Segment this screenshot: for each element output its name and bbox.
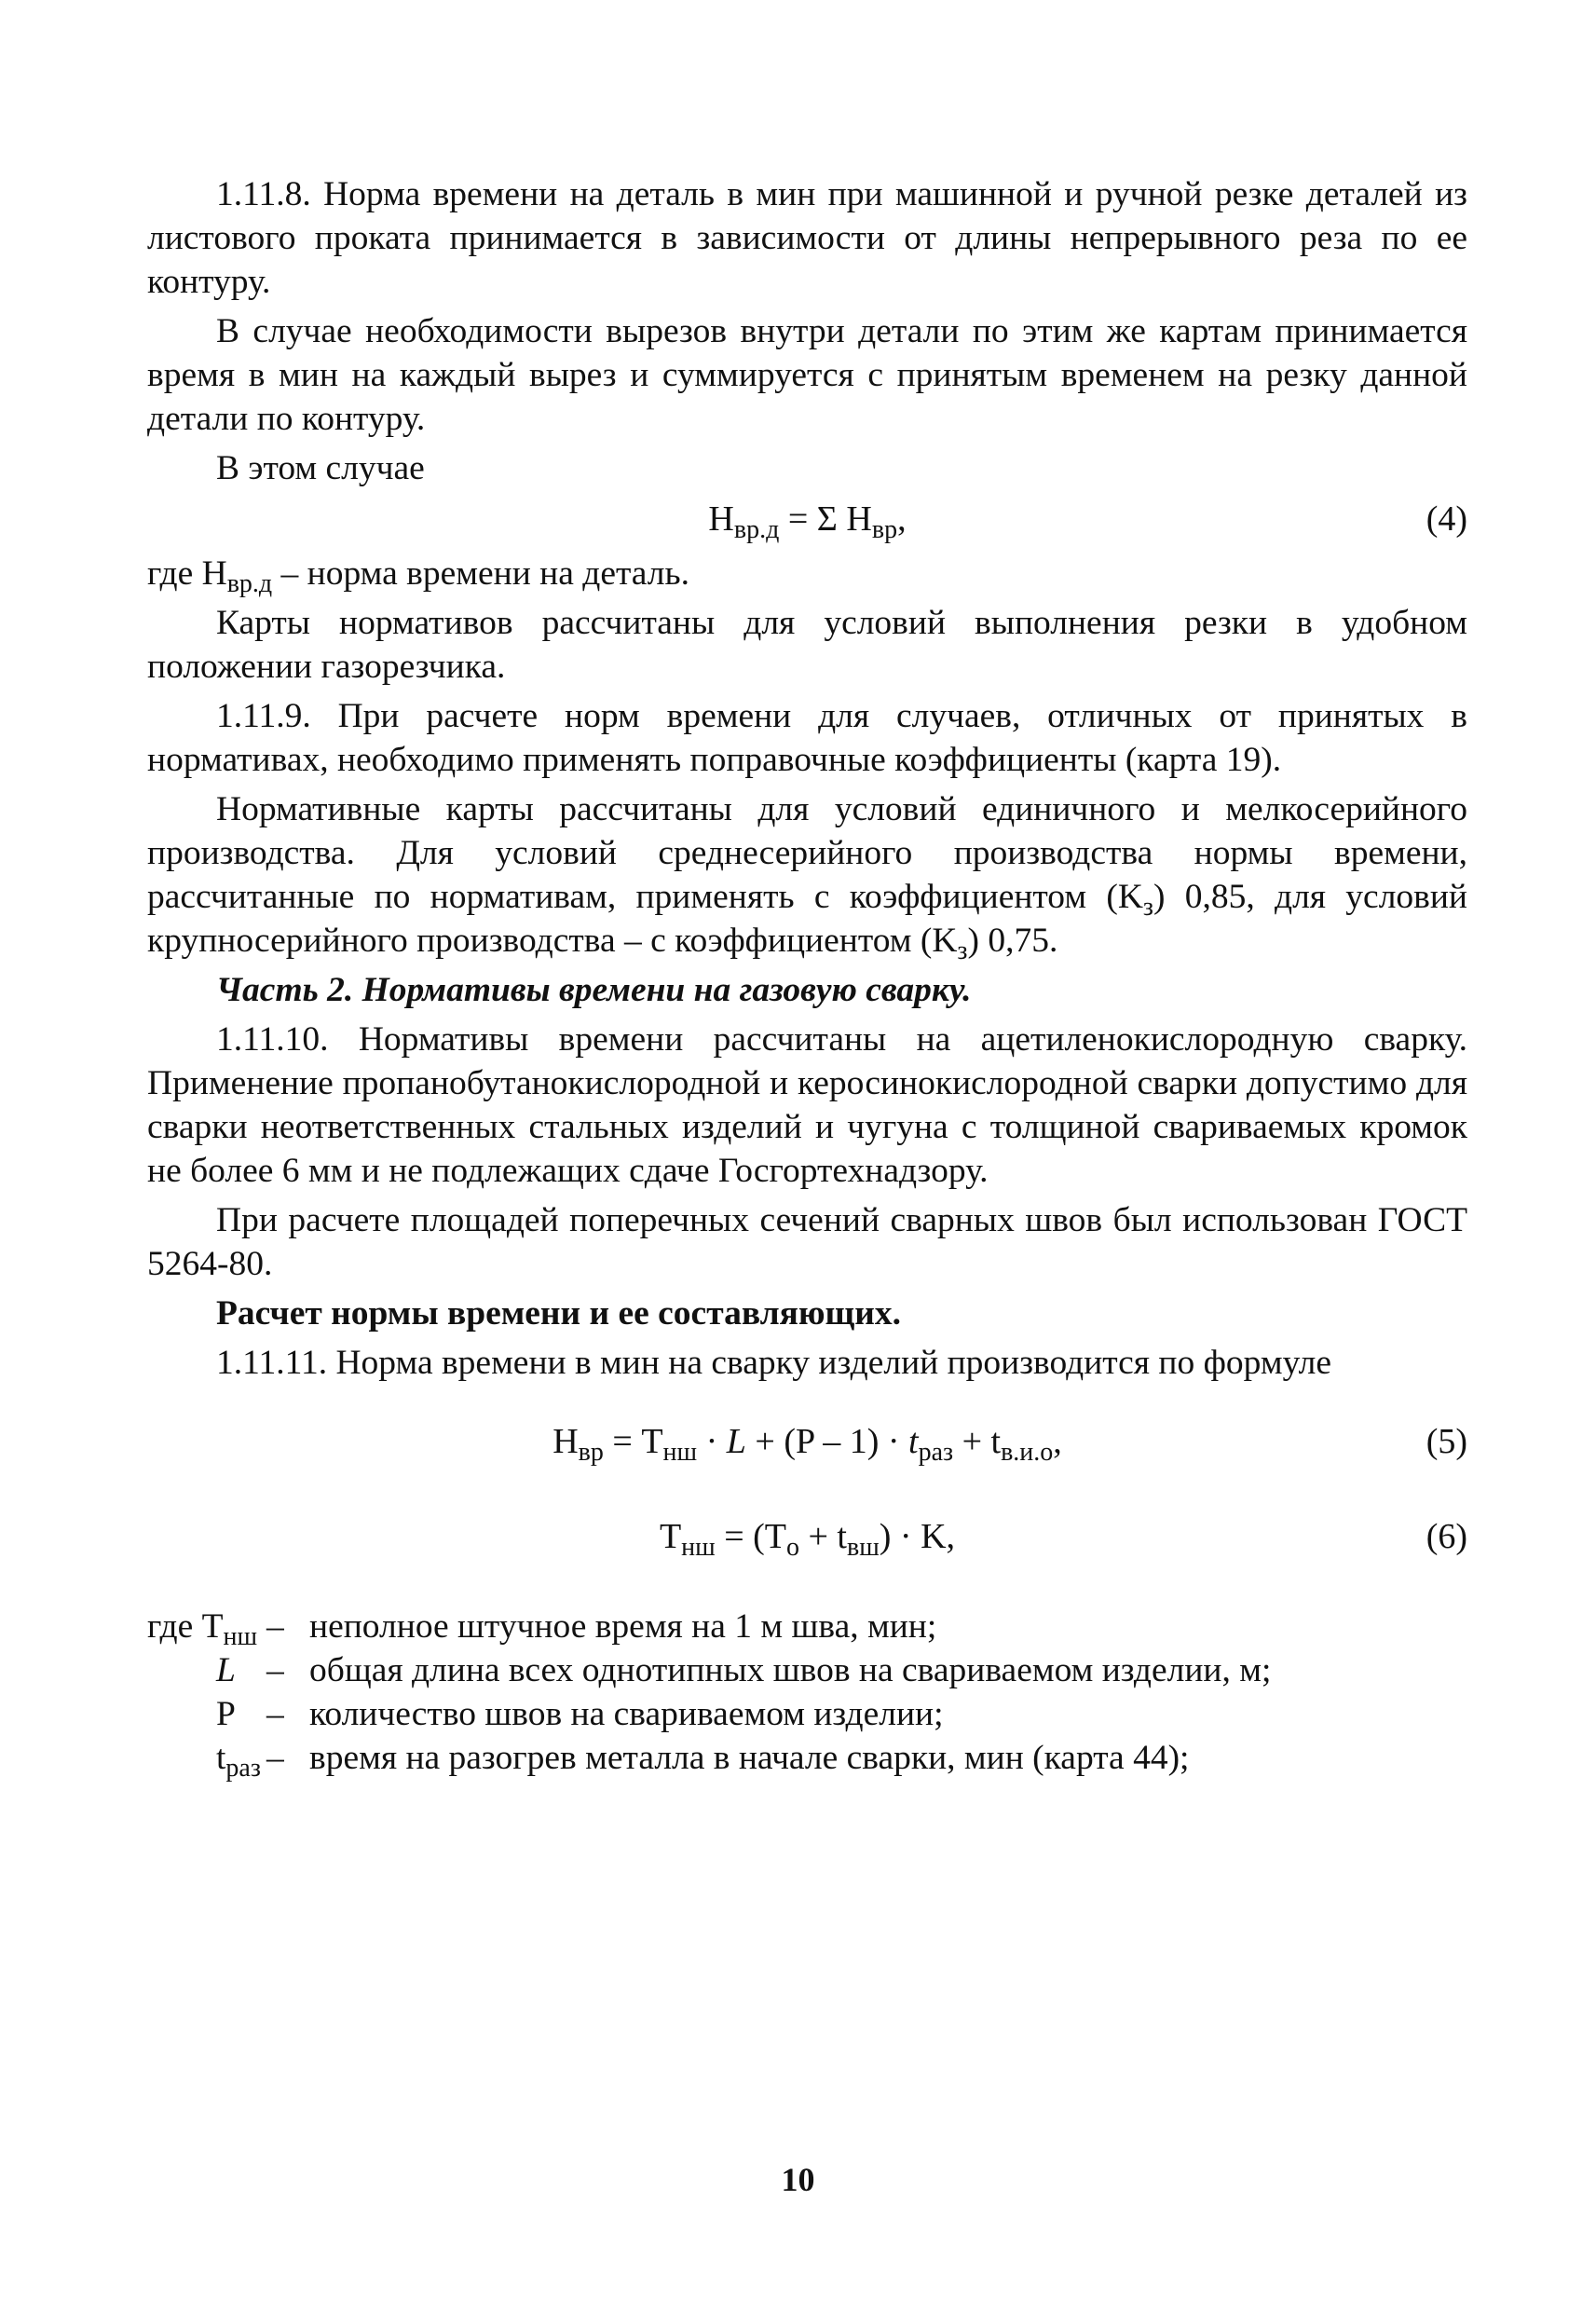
- definition-dash: –: [266, 1695, 284, 1733]
- coef-text-c: ) 0,75.: [967, 922, 1058, 960]
- definition-text: время на разогрев металла в начале сварки, мин (карта 44);: [309, 1739, 1190, 1777]
- definition-symbol: [147, 1692, 266, 1736]
- definition-symbol-text: L: [216, 1651, 236, 1689]
- definition-symbol-text: где T: [147, 1607, 224, 1646]
- definition-symbol: [147, 1648, 266, 1692]
- paragraph-cards-calculated: Карты нормативов рассчитаны для условий выполнения резки в удобном положении газорезчика.: [147, 604, 1467, 686]
- formula-5: [147, 1418, 1467, 1474]
- definition-symbol-text: t: [216, 1739, 226, 1777]
- paragraph-in-this-case: В этом случае: [216, 449, 425, 487]
- definition-dash: –: [266, 1739, 284, 1777]
- formula-6: [147, 1513, 1467, 1569]
- definition-text: неполное штучное время на 1 м шва, мин;: [309, 1607, 937, 1646]
- formula-4-lhs: H: [708, 499, 734, 539]
- formula-4: [147, 496, 1467, 552]
- paragraph-gost: При расчете площадей поперечных сечений сварных швов был использован ГОСТ 5264-80.: [147, 1201, 1467, 1283]
- page-number: 10: [781, 2161, 815, 2198]
- formula-5-e: + t: [953, 1422, 1002, 1461]
- formula-6-c: + t: [799, 1517, 847, 1556]
- formula-5-L: L: [726, 1422, 746, 1461]
- formula-5-e-sub: в.и.о: [1001, 1438, 1054, 1467]
- formula-4-tail: ,: [897, 499, 907, 539]
- formula-6-b: = (T: [715, 1517, 786, 1556]
- formula-6-number: (6): [1425, 1517, 1467, 1556]
- formula-5-t-sub: раз: [918, 1438, 954, 1467]
- where-rest: – норма времени на деталь.: [272, 554, 689, 593]
- definition-row: [147, 1605, 1467, 1651]
- definition-symbol-sub: раз: [225, 1754, 261, 1783]
- definition-dash: –: [266, 1607, 284, 1646]
- coef-sub-1: з: [1142, 893, 1153, 922]
- coef-text-b: ) 0,85, для условий крупносерийного производства – с коэффициентом (K: [147, 878, 1467, 960]
- paragraph-1-11-11: 1.11.11. Норма времени в мин на сварку изделий производится по формуле: [216, 1344, 1332, 1382]
- paragraph-cutouts: В случае необходимости вырезов внутри детали по этим же картам принимается время в мин на каждый вырез и суммируется с принятым временем на резку данной детали по контуру.: [147, 312, 1467, 438]
- formula-5-c: ·: [697, 1422, 727, 1461]
- formula-5-a-sub: вр: [578, 1438, 604, 1467]
- formula-4-lhs-sub: вр.д: [733, 515, 780, 544]
- part-2-heading: Часть 2. Нормативы времени на газовую сварку.: [216, 971, 972, 1009]
- formula-5-t: t: [908, 1422, 919, 1461]
- definition-text: количество швов на свариваемом изделии;: [309, 1695, 944, 1733]
- where-lead: где H: [147, 554, 227, 593]
- definition-text: общая длина всех однотипных швов на свариваемом изделии, м;: [309, 1651, 1272, 1689]
- formula-5-number: (5): [1425, 1422, 1467, 1461]
- definition-row: [147, 1736, 1467, 1783]
- formula-6-a-sub: нш: [681, 1533, 716, 1562]
- formula-4-rhs-sub: вр: [871, 515, 898, 544]
- formula-4-mid: = Σ H: [779, 499, 872, 539]
- definition-dash: –: [266, 1651, 284, 1689]
- definition-symbol-sub: нш: [223, 1622, 258, 1651]
- coef-text-a: Нормативные карты рассчитаны для условий единичного и мелкосерийного производства. Для условий среднесерийного производства нормы времени, рассчитанные по нормативам, применять с коэффициентом (K: [147, 790, 1467, 916]
- coef-sub-2: з: [957, 936, 968, 965]
- where-sub: вр.д: [226, 569, 273, 598]
- definition-symbol-text: P: [216, 1695, 236, 1733]
- formula-5-a: H: [552, 1422, 579, 1461]
- calc-heading: Расчет нормы времени и ее составляющих.: [216, 1294, 901, 1333]
- formula-6-d: ) · K,: [879, 1517, 956, 1556]
- definitions-list: [147, 1605, 1467, 1783]
- definition-symbol: [147, 1736, 266, 1783]
- paragraph-1-11-10: 1.11.10. Нормативы времени рассчитаны на ацетиленокислородную сварку. Применение пропанобутанокислородной и керосинокислородной сварки допустимо для сварки неответственных стальных изделий и чугуна с толщиной свариваемых кромок не более 6 мм и не подлежащих сдаче Госгортехнадзору.: [147, 1020, 1467, 1190]
- formula-5-b: = T: [603, 1422, 663, 1461]
- formula-6-a: T: [659, 1517, 682, 1556]
- paragraph-where-norm: [147, 552, 1467, 598]
- definition-row: [147, 1648, 1467, 1692]
- formula-6-b-sub: о: [786, 1533, 799, 1562]
- formula-5-d: + (P – 1) ·: [745, 1422, 909, 1461]
- formula-4-number: (4): [1425, 499, 1467, 539]
- definition-symbol: [147, 1605, 266, 1651]
- definition-row: [147, 1692, 1467, 1736]
- formula-6-c-sub: вш: [847, 1533, 880, 1562]
- paragraph-normative-cards: [147, 787, 1467, 963]
- paragraph-1-11-9: 1.11.9. При расчете норм времени для случаев, отличных от принятых в нормативах, необходимо применять поправочные коэффициенты (карта 19).: [147, 697, 1467, 779]
- paragraph-1-11-8: 1.11.8. Норма времени на деталь в мин при машинной и ручной резке деталей из листового проката принимается в зависимости от длины непрерывного реза по ее контуру.: [147, 175, 1467, 301]
- formula-5-tail: ,: [1053, 1422, 1062, 1461]
- formula-5-b-sub: нш: [662, 1438, 698, 1467]
